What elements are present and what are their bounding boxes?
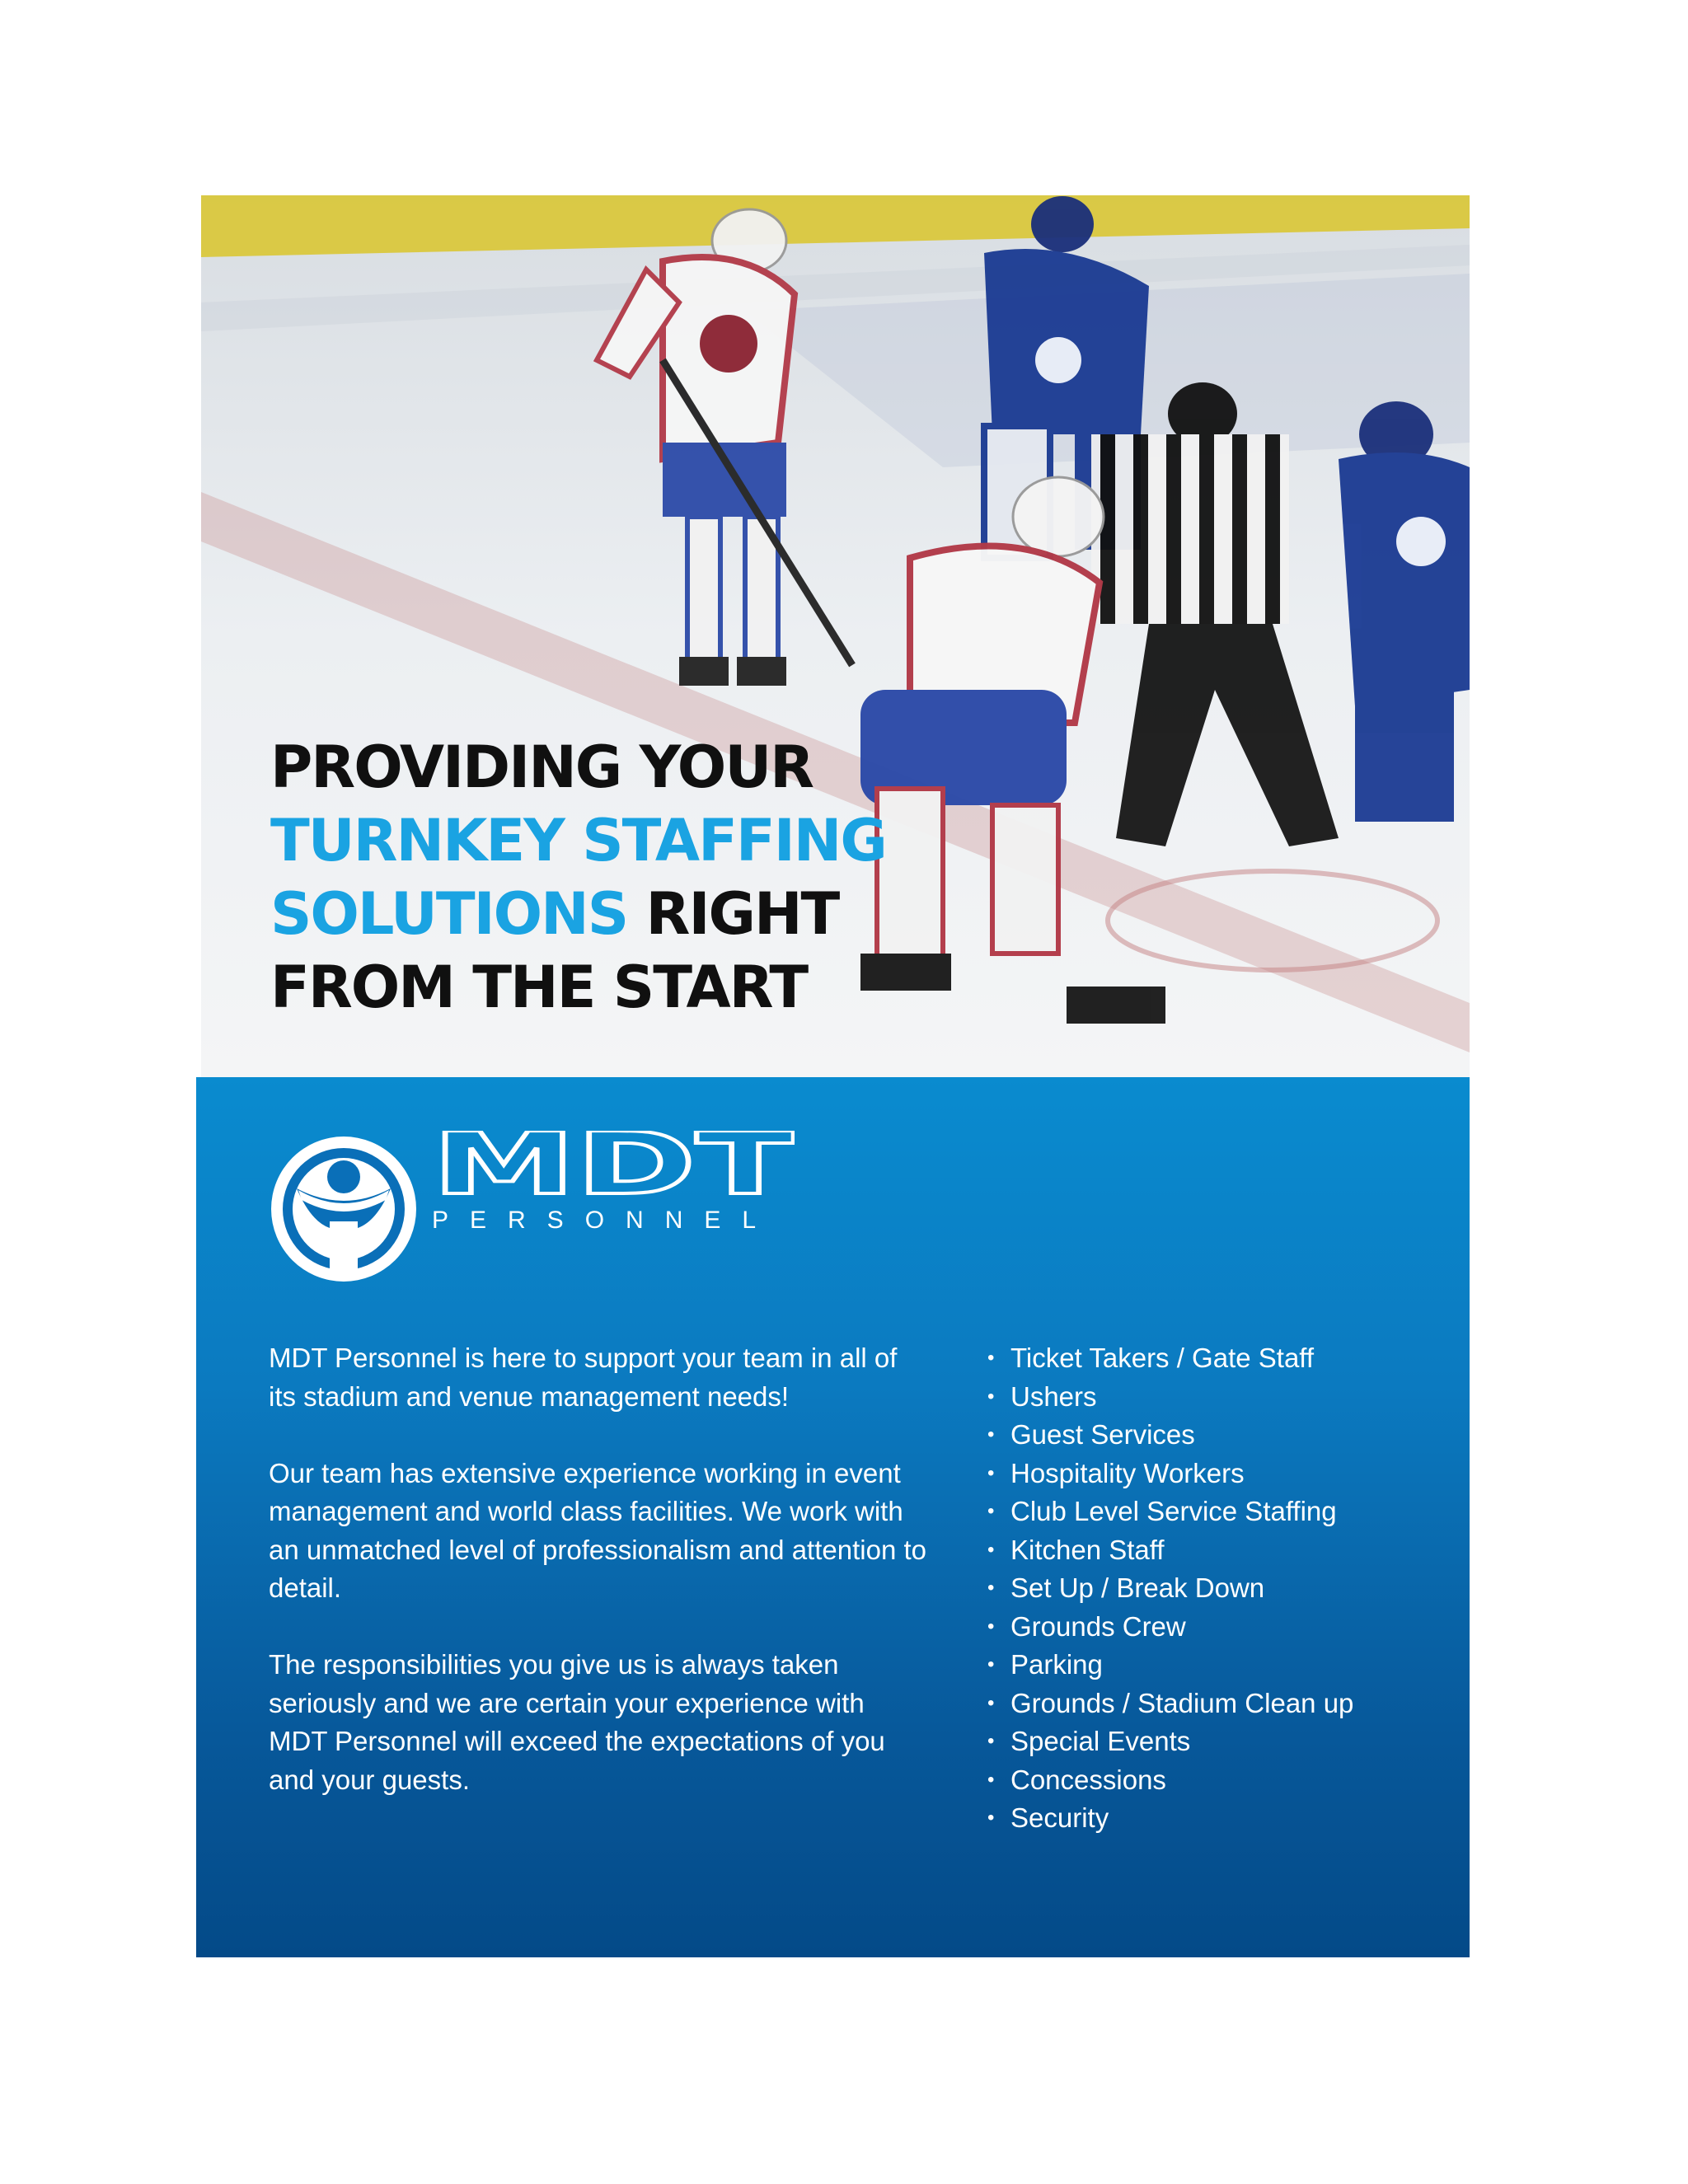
- service-item-label: Special Events: [1010, 1726, 1191, 1756]
- service-item-label: Grounds / Stadium Clean up: [1010, 1687, 1354, 1718]
- service-item-label: Security: [1010, 1802, 1109, 1833]
- bullet-icon: •: [987, 1768, 995, 1791]
- services-list: [987, 1339, 1353, 1838]
- paragraph-2: Our team has extensive experience working in event management and world class facilities. We work with an unmatched level of professionalism and attention to detail.: [269, 1457, 926, 1603]
- player-blue-right-icon: [1339, 401, 1470, 822]
- flyer-page: [196, 195, 1470, 1957]
- bullet-icon: •: [987, 1500, 995, 1522]
- bullet-icon: •: [987, 1691, 995, 1714]
- service-item: [987, 1799, 1353, 1838]
- service-item-label: Concessions: [1010, 1764, 1166, 1795]
- headline-line-1: PROVIDING YOUR: [270, 733, 814, 801]
- service-item-label: Ticket Takers / Gate Staff: [1010, 1343, 1315, 1373]
- service-item: [987, 1569, 1353, 1608]
- bullet-icon: •: [987, 1577, 995, 1599]
- service-item: [987, 1608, 1353, 1647]
- logo-subtitle: PERSONNEL: [432, 1207, 778, 1234]
- service-item: [987, 1531, 1353, 1570]
- mdt-wordmark-text: MDT: [432, 1131, 795, 1200]
- service-item-label: Grounds Crew: [1010, 1610, 1186, 1642]
- service-item-label: Ushers: [1010, 1380, 1097, 1412]
- service-item: [987, 1455, 1353, 1493]
- paragraph-1: MDT Personnel is here to support your team in all of its stadium and venue management needs!: [269, 1343, 898, 1412]
- service-item: [987, 1416, 1353, 1455]
- service-item: [987, 1339, 1353, 1378]
- headline: [270, 731, 886, 1024]
- bullet-icon: •: [987, 1807, 995, 1829]
- service-item: [987, 1685, 1353, 1723]
- service-item: [987, 1761, 1353, 1800]
- bullet-icon: •: [987, 1423, 995, 1446]
- headline-line-3-rest: RIGHT: [627, 880, 839, 948]
- bullet-icon: •: [987, 1538, 995, 1561]
- headline-line-4: FROM THE START: [270, 954, 808, 1021]
- service-item-label: Guest Services: [1010, 1419, 1195, 1450]
- service-item: [987, 1493, 1353, 1531]
- service-item-label: Kitchen Staff: [1010, 1534, 1165, 1565]
- intro-copy: [269, 1339, 928, 1838]
- service-item: [987, 1646, 1353, 1685]
- bullet-icon: •: [987, 1347, 995, 1369]
- service-item-label: Parking: [1010, 1649, 1103, 1680]
- bullet-icon: •: [987, 1385, 995, 1408]
- person-circle-logo-icon: [265, 1131, 422, 1287]
- hero-photo: [201, 195, 1470, 1077]
- bullet-icon: •: [987, 1615, 995, 1638]
- bullet-icon: •: [987, 1730, 995, 1752]
- mdt-personnel-logo: [265, 1131, 795, 1287]
- bullet-icon: •: [987, 1461, 995, 1484]
- headline-line-2: TURNKEY STAFFING: [270, 807, 886, 874]
- service-item-label: Club Level Service Staffing: [1010, 1496, 1337, 1526]
- service-item: [987, 1378, 1353, 1417]
- headline-line-3-accent: SOLUTIONS: [270, 880, 628, 948]
- service-item: [987, 1722, 1353, 1761]
- service-item-label: Hospitality Workers: [1010, 1457, 1245, 1488]
- bullet-icon: •: [987, 1653, 995, 1675]
- content-panel: [196, 1077, 1470, 1957]
- paragraph-3: The responsibilities you give us is always taken seriously and we are certain your experience with MDT Personnel will exceed the expectations of you and your guests.: [269, 1649, 885, 1795]
- service-item-label: Set Up / Break Down: [1010, 1572, 1265, 1603]
- mdt-wordmark: [432, 1131, 795, 1200]
